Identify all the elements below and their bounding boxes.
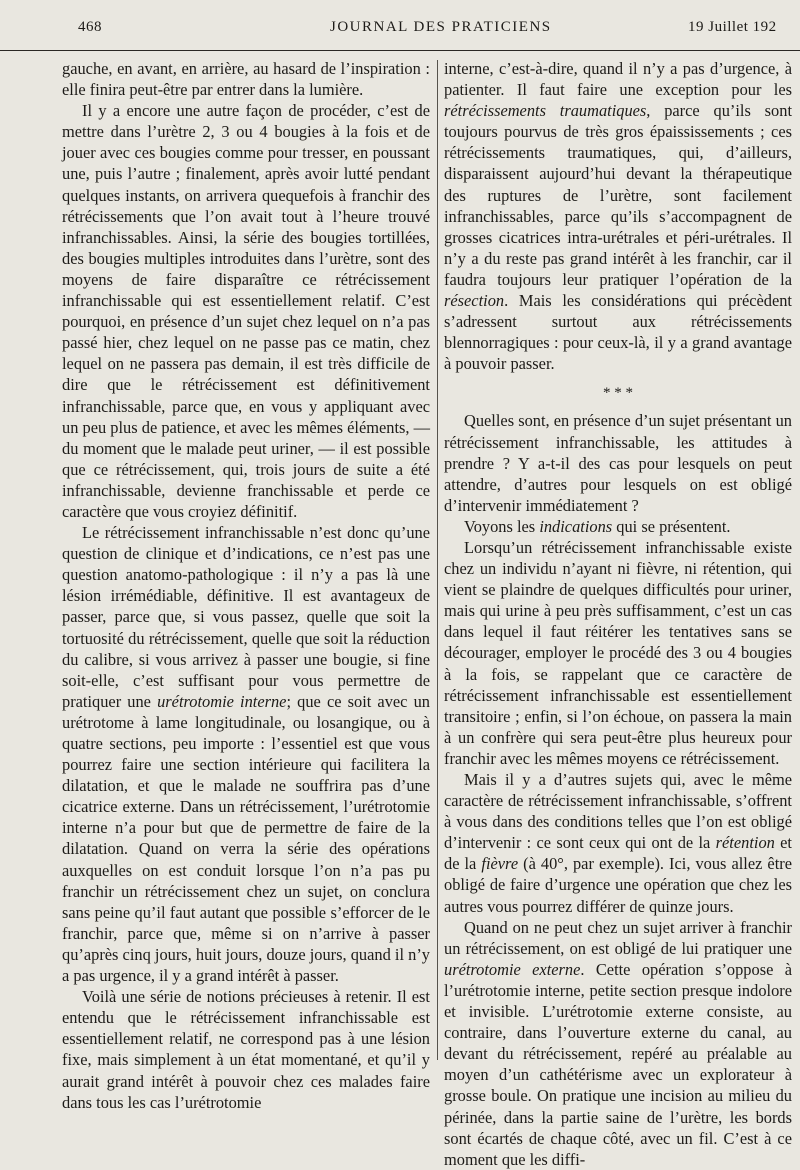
paragraph: Voilà une série de notions précieuses à retenir. Il est entendu que le rétrécissement infranchissable est essentiellement relatif, ne correspond pas à une lésion fixe, mais simplement à un état momentané, et qu’il y aurait grand intérêt à pouvoir chez ces malades faire dans tous les cas l’urétrotomie (62, 987, 430, 1112)
italic-term: indications (539, 516, 613, 536)
running-header (0, 0, 800, 51)
italic-term: rétention (715, 833, 775, 853)
paragraph: interne, c’est-à-dire, quand il n’y a pas d’urgence, à patienter. Il faut faire une exception pour les rétrécissements traumatiques, parce qu’ils sont toujours pourvus de très gros épaississements ; ces rétrécissements traumatiques, qui, d’ailleurs, disparaissent aujourd’hui devant la thérapeutique des ruptures de l’urètre, sont facilement infranchissables, parce qu’ils s’accompagnent de grosses cicatrices intra-urétrales et péri-urétrales. Il n’y a du reste pas grand intérêt à les franchir, car il faudra toujours leur pratiquer l’opération de la résection. Mais les considérations qui précèdent s’adressent surtout aux rétrécissements blennorragiques : pour ceux-là, il y a grand avantage à pouvoir passer. (444, 59, 792, 374)
italic-term: rétrécissements traumatiques (444, 101, 647, 121)
column-divider (437, 60, 438, 1060)
italic-term: urétrotomie externe (444, 959, 581, 979)
italic-term: résection (444, 291, 505, 311)
italic-term: urétrotomie interne (157, 691, 287, 711)
paragraph: Le rétrécissement infranchissable n’est donc qu’une question de clinique et d’indications, ce n’est pas une question anatomo-pathologique : il n’y a pas là une lésion irrémédiable, définitive. Il est avantageux de passer, parce que, si vous passez, quelle que soit la tortuosité du rétrécissement, quelle que soit la réduction du calibre, si vous arrivez à passer une bougie, si fine soit-elle, c’est suffisant pour vous permettre de pratiquer une urétrotomie interne; que ce soit avec un urétrotome à lame longitudinale, ou losangique, ou à quatre sections, peu importe : l’essentiel est que vous pourrez faire une section intérieure qui facilitera la dilatation, et que le malade ne souffrira pas d’une cicatrice externe. Dans un rétrécissement, l’urétrotomie interne n’a pour but que de permettre de faire de la dilatation. Quand on verra la série des opérations auxquelles on est conduit lorsque l’on n’a pas pu franchir un rétrécissement chez un sujet, on conclura sans peine qu’il faut autant que possible s’efforcer de le franchir, parce que, même si on n’arrive à passer qu’après cinq jours, huit jours, douze jours, quand il n’y a pas urgence, il y a grand intérêt à passer. (62, 523, 430, 986)
issue-date: 19 Juillet 192 (688, 19, 777, 35)
page-number: 468 (78, 19, 102, 35)
paragraph: Il y a encore une autre façon de procéder, c’est de mettre dans l’urètre 2, 3 ou 4 bougies à la fois et de jouer avec ces bougies comme pour tresser, en poussant une, puis l’autre ; finalement, après avoir lutté pendant quelques instants, on arrivera quequefois à franchir des rétrécissements que l’on avait tout à l’heure trouvé infranchissables. Ainsi, la série des bougies tortillées, des bougies multiples introduites dans l’urètre, sont des moyens de faire disparaître ce rétrécissement infranchissable qui est essentiellement relatif. C’est pourquoi, en présence d’un sujet chez lequel on n’a pas passé hier, chez lequel on ne passe pas ce matin, chez lequel on ne passera pas demain, il est très difficile de dire que le rétrécissement est définitivement infranchissable, parce que, en vous y appliquant avec un peu plus de patience, et avec les mêmes éléments, — du moment que le malade peut uriner, — il est possible que ce rétrécissement, qui, trois jours de suite a été infranchissable, devienne franchissable et perde ce caractère que vous croyiez définitif. (62, 101, 430, 521)
paragraph: Mais il y a d’autres sujets qui, avec le même caractère de rétrécissement infranchissable, s’offrent à vous dans des conditions telles que l’on est obligé d’intervenir : ce sont ceux qui ont de la rétention et de la fièvre (à 40°, par exemple). Ici, vous allez être obligé de faire d’urgence une opération que chez les autres vous pourrez différer de quinze jours. (444, 770, 792, 916)
right-column (444, 58, 792, 1170)
journal-title: JOURNAL DES PRATICIENS (330, 19, 552, 35)
italic-term: fièvre (481, 854, 519, 874)
section-separator: * * * (603, 385, 633, 402)
paragraph: gauche, en avant, en arrière, au hasard de l’inspiration : elle finira peut-être par entrer dans la lumière. (62, 59, 430, 100)
paragraph: Quelles sont, en présence d’un sujet présentant un rétrécissement infranchissable, les attitudes à prendre ? Y a-t-il des cas pour lesquels on peut attendre, d’autres pour lesquels on est obligé d’intervenir immédiatement ? (444, 411, 792, 515)
left-column (62, 58, 430, 1113)
paragraph: Lorsqu’un rétrécissement infranchissable existe chez un individu n’ayant ni fièvre, ni rétention, qui vient se plaindre de quelques difficultés pour uriner, mais qui urine à peu près suffisamment, c’est un cas dans lequel il faut réitérer les tentatives sans se décourager, employer le procédé des 3 ou 4 bougies à la fois, se rappelant que ce caractère de rétrécissement infranchissable est essentiellement transitoire ; enfin, si l’on échoue, on passera la main à un confrère qui sera peut-être plus heureux pour franchir avec les mêmes moyens ce rétrécissement. (444, 537, 792, 768)
paragraph: Voyons les indications qui se présentent. (464, 516, 731, 536)
paragraph: Quand on ne peut chez un sujet arriver à franchir un rétrécissement, on est obligé de lui pratiquer une urétrotomie externe. Cette opération s’oppose à l’urétrotomie interne, petite section presque indolore et invisible. L’urétrotomie externe consiste, au contraire, dans l’ouverture externe du canal, au devant du rétrécissement, repéré au préalable au moyen d’un cathétérisme avec un explorateur à grosse boule. On pratique une incision au milieu du périnée, dans la partie saine de l’urètre, les bords sont écartés de chaque côté, avec un fil. C’est à ce moment que les diffi- (444, 917, 792, 1169)
